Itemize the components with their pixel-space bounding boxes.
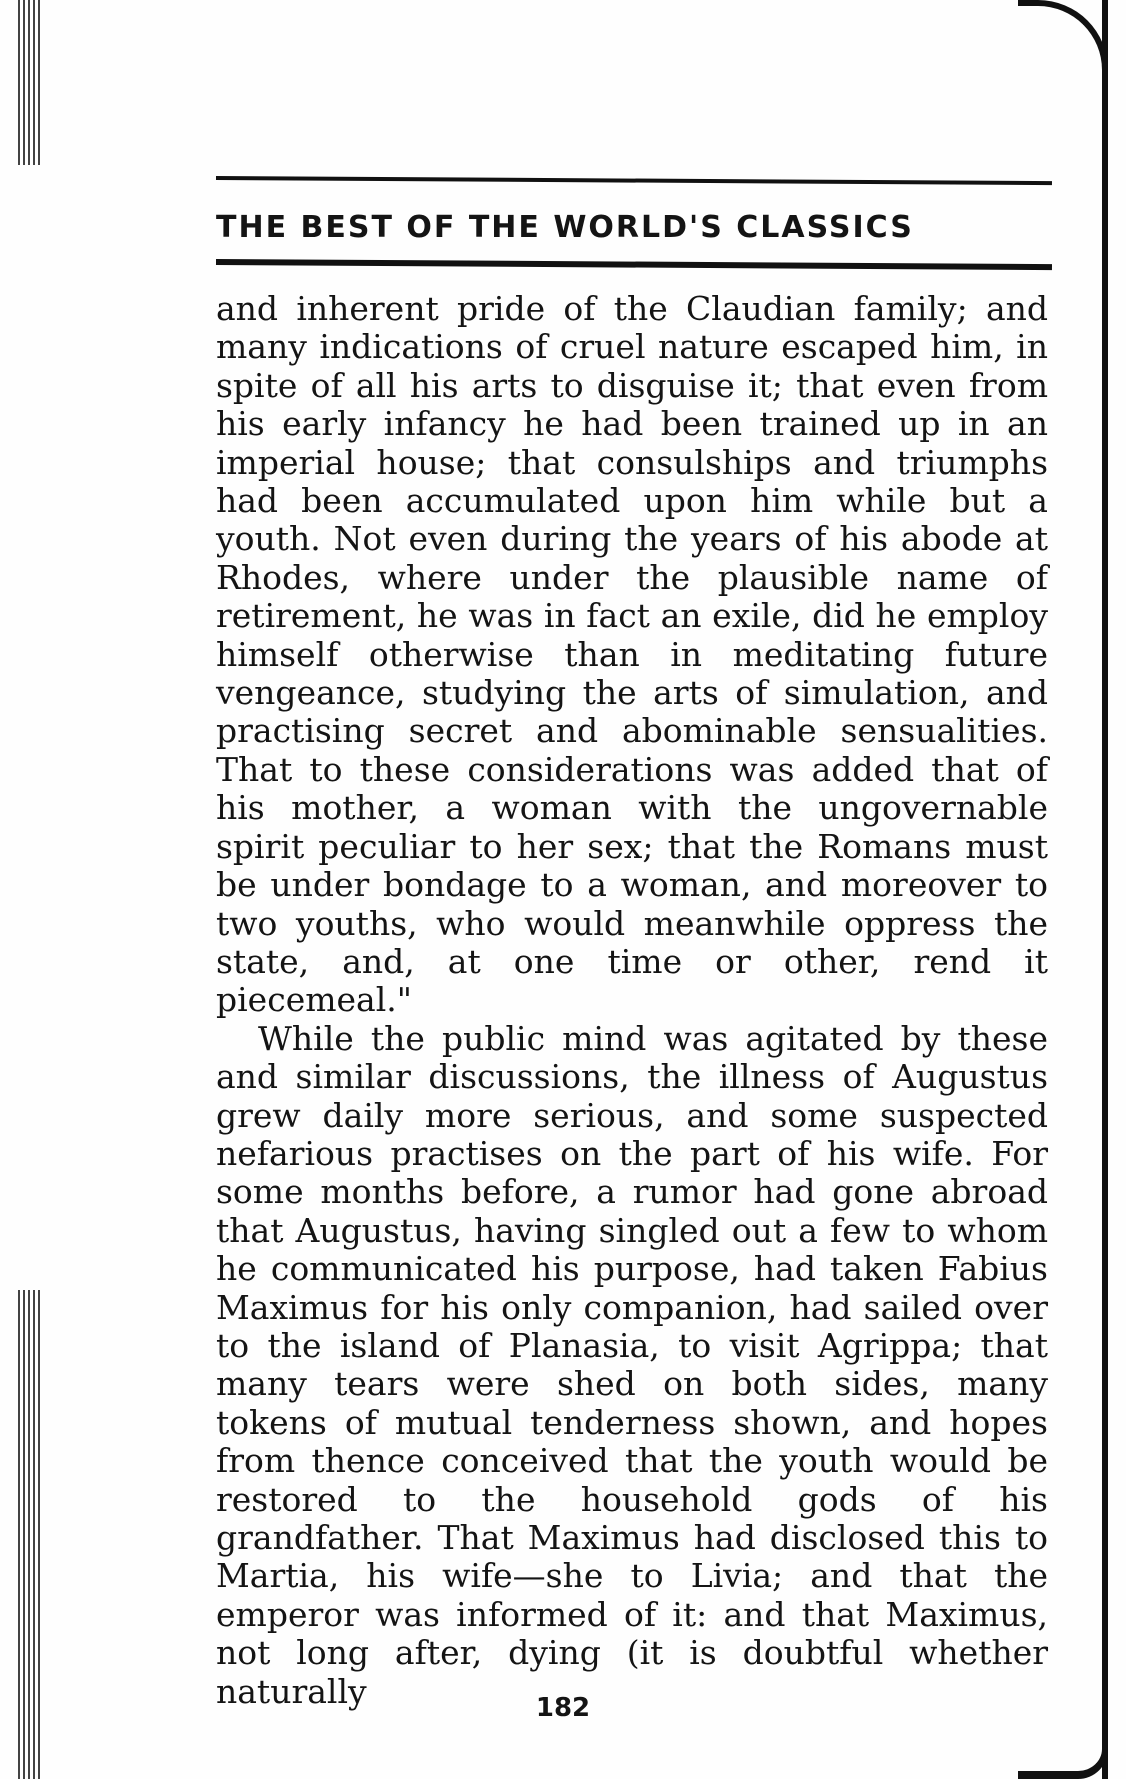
page-corner-bottom — [1018, 1739, 1108, 1779]
body-text — [216, 290, 1048, 1711]
running-head: THE BEST OF THE WORLD'S CLASSICS — [216, 210, 914, 245]
page-number: 182 — [535, 1693, 591, 1723]
page-header — [216, 176, 1052, 265]
page-corner-top — [1018, 0, 1108, 70]
paragraph: and inherent pride of the Claudian family; and many indications of cruel nature escaped him, in spite of all his arts to disguise it; that even from his early infancy he had been trained up in an imperial house; that consulships and triumphs had been accumulated upon him while but a youth. Not even during the years of his abode at Rhodes, where under the plausible name of retirement, he was in fact an exile, did he employ himself otherwise than in meditating future vengeance, studying the arts of simulation, and practising secret and abominable sensualities. That to these considerations was added that of his mother, a woman with the ungovernable spirit peculiar to her sex; that the Romans must be under bondage to a woman, and moreover to two youths, who would meanwhile oppress the state, and, at one time or other, rend it piecemeal." — [216, 289, 1048, 1020]
header-rule-bottom — [216, 259, 1052, 270]
paragraph: While the public mind was agitated by these and similar discussions, the illness of Augustus grew daily more serious, and some suspected nefarious practises on the part of his wife. For some months before, a rumor had gone abroad that Augustus, having singled out a few to whom he communicated his purpose, had taken Fabius Maximus for his only companion, had sailed over to the island of Planasia, to visit Agrippa; that many tears were shed on both sides, many tokens of mutual tenderness shown, and hopes from thence conceived that the youth would be restored to the household gods of his grandfather. That Maximus had disclosed this to Martia, his wife—she to Livia; and that the emperor was informed of it: and that Maximus, not long after, dying (it is doubtful whether naturally — [216, 1018, 1048, 1711]
binding-edge-top — [18, 0, 40, 165]
header-rule-top — [216, 176, 1052, 185]
page-right-edge — [1102, 0, 1108, 1779]
